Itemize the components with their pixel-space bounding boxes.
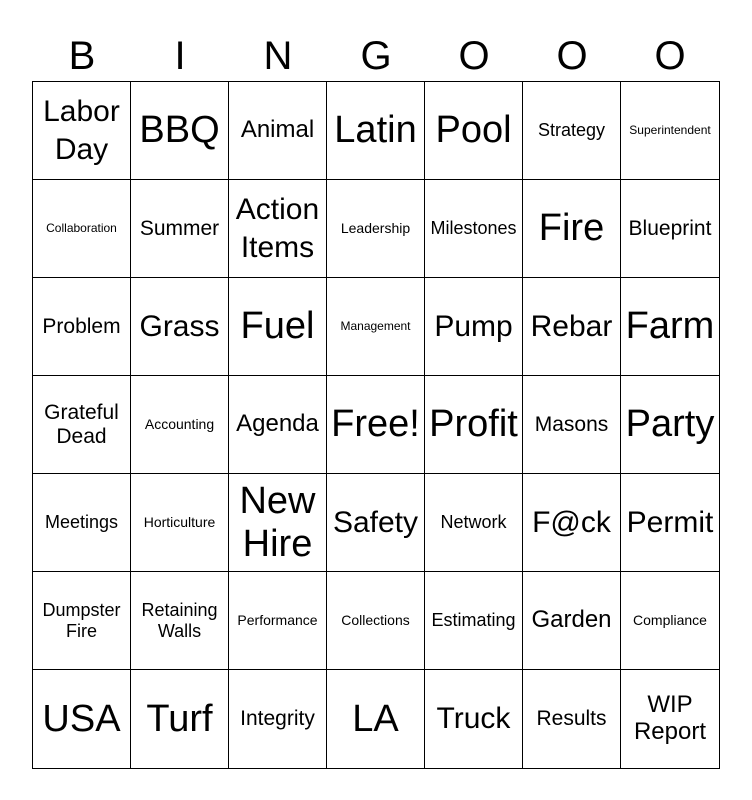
bingo-cell[interactable]: Horticulture <box>131 474 229 572</box>
bingo-cell[interactable]: Permit <box>621 474 719 572</box>
bingo-cell[interactable]: Dumpster Fire <box>33 572 131 670</box>
bingo-cell[interactable]: Action Items <box>229 180 327 278</box>
bingo-cell[interactable]: Safety <box>327 474 425 572</box>
bingo-cell[interactable]: Pump <box>425 278 523 376</box>
bingo-cell[interactable]: Strategy <box>523 82 621 180</box>
bingo-cell[interactable]: Blueprint <box>621 180 719 278</box>
bingo-cell[interactable]: Agenda <box>229 376 327 474</box>
header-letter-1: B <box>68 34 96 78</box>
bingo-cell[interactable]: Latin <box>327 82 425 180</box>
bingo-cell[interactable]: Fire <box>523 180 621 278</box>
bingo-cell[interactable]: Accounting <box>131 376 229 474</box>
bingo-cell[interactable]: Integrity <box>229 670 327 768</box>
bingo-cell[interactable]: Profit <box>425 376 523 474</box>
bingo-cell[interactable]: F@ck <box>523 474 621 572</box>
bingo-cell[interactable]: Fuel <box>229 278 327 376</box>
bingo-cell[interactable]: Retaining Walls <box>131 572 229 670</box>
bingo-cell[interactable]: Rebar <box>523 278 621 376</box>
bingo-cell[interactable]: Masons <box>523 376 621 474</box>
bingo-cell[interactable]: Garden <box>523 572 621 670</box>
bingo-cell[interactable]: Superintendent <box>621 82 719 180</box>
bingo-cell[interactable]: Summer <box>131 180 229 278</box>
bingo-cell[interactable]: Grass <box>131 278 229 376</box>
bingo-cell[interactable]: Animal <box>229 82 327 180</box>
header-letter-3: N <box>263 34 293 78</box>
bingo-cell[interactable]: Party <box>621 376 719 474</box>
bingo-cell[interactable]: Free! <box>327 376 425 474</box>
bingo-cell[interactable]: WIP Report <box>633 691 707 745</box>
bingo-cell[interactable]: Farm <box>621 278 719 376</box>
bingo-board <box>32 81 720 769</box>
bingo-cell[interactable]: Milestones <box>425 180 523 278</box>
bingo-cell[interactable]: Management <box>327 278 425 376</box>
bingo-cell[interactable]: USA <box>33 670 131 768</box>
bingo-header <box>33 30 719 82</box>
bingo-cell[interactable]: BBQ <box>131 82 229 180</box>
header-letter-7: O <box>654 34 686 78</box>
bingo-cell[interactable]: Turf <box>131 670 229 768</box>
bingo-cell[interactable]: Labor Day <box>33 82 131 180</box>
header-letter-2: I <box>174 34 186 78</box>
bingo-cell[interactable]: Grateful Dead <box>33 376 131 474</box>
bingo-cell[interactable]: Estimating <box>425 572 523 670</box>
bingo-cell[interactable]: Collaboration <box>33 180 131 278</box>
bingo-cell[interactable]: Meetings <box>33 474 131 572</box>
header-letter-6: O <box>556 34 588 78</box>
header-letter-4: G <box>360 34 392 78</box>
bingo-cell[interactable]: Performance <box>229 572 327 670</box>
bingo-cell[interactable]: Pool <box>425 82 523 180</box>
header-letter-5: O <box>458 34 490 78</box>
bingo-cell[interactable]: Leadership <box>327 180 425 278</box>
bingo-cell[interactable]: Compliance <box>621 572 719 670</box>
bingo-cell[interactable]: Truck <box>425 670 523 768</box>
bingo-cell[interactable]: LA <box>327 670 425 768</box>
bingo-cell[interactable]: Network <box>425 474 523 572</box>
bingo-cell[interactable]: Collections <box>327 572 425 670</box>
bingo-cell[interactable]: Problem <box>33 278 131 376</box>
bingo-cell[interactable]: Results <box>523 670 621 768</box>
bingo-cell[interactable]: New Hire <box>229 474 327 572</box>
